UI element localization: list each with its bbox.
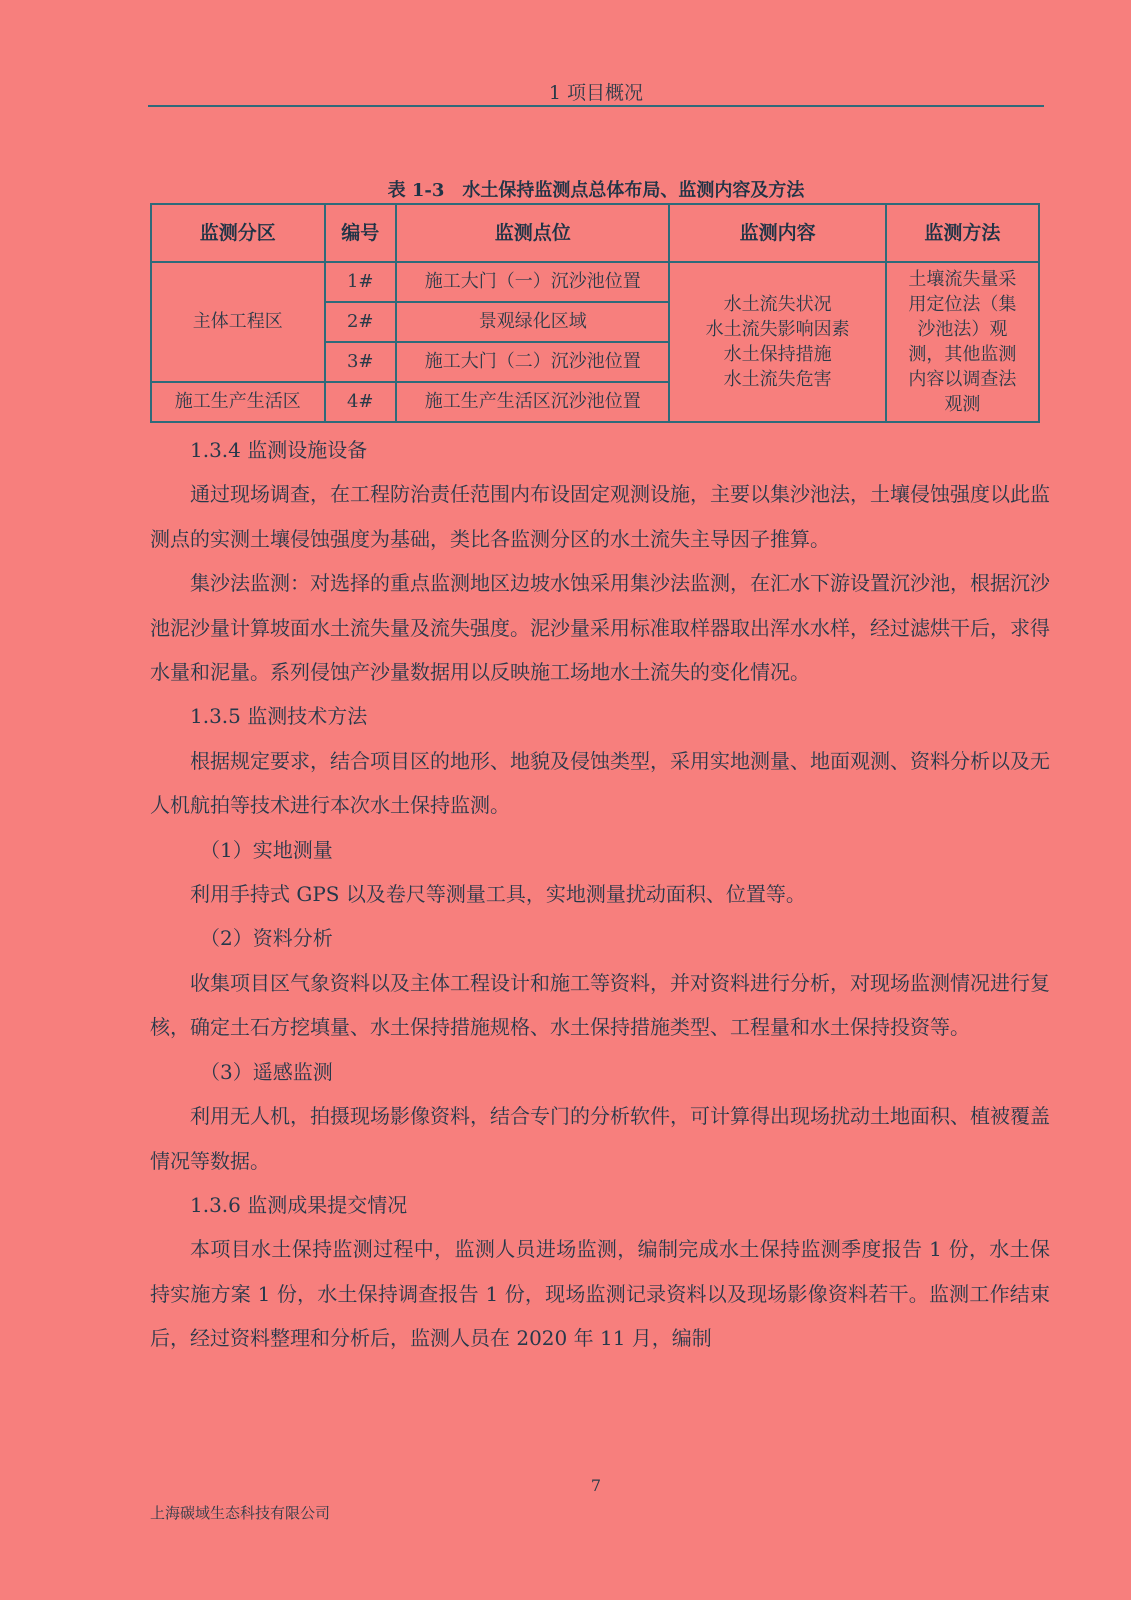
footer-company: 上海碳域生态科技有限公司 (150, 1504, 331, 1522)
page-number: 7 (590, 1476, 602, 1495)
subsection-heading: （1）实地测量 (200, 837, 333, 862)
paragraph: 收集项目区气象资料以及主体工程设计和施工等资料，并对资料进行分析，对现场监测情况进行复核，确定土石方挖填量、水土保持措施规格、水土保持措施类型、工程量和水土保持投资等。 (150, 970, 1050, 1040)
monitoring-table (150, 203, 1040, 423)
section-heading: 1.3.6 监测成果提交情况 (190, 1192, 408, 1217)
paragraph: 本项目水土保持监测过程中，监测人员进场监测，编制完成水土保持监测季度报告 1 份，水土保持实施方案 1 份，水土保持调查报告 1 份，现场监测记录资料以及现场影像资料若干。监测工作结束后，经过资料整理和分析后，监测人员在 2020 年 11 月，编制 (150, 1237, 1050, 1351)
row-location: 施工生产生活区沉沙池位置 (396, 382, 670, 422)
paragraph: 集沙法监测：对选择的重点监测地区边坡水蚀采用集沙法监测，在汇水下游设置沉沙池，根据沉沙池泥沙量计算坡面水土流失量及流失强度。泥沙量采用标准取样器取出浑水水样，经过滤烘干后，求得水量和泥量。系列侵蚀产沙量数据用以反映施工场地水土流失的变化情况。 (150, 571, 1050, 685)
row-number: 1# (325, 262, 396, 302)
row-location: 施工大门（一）沉沙池位置 (396, 262, 670, 302)
section-heading: 1.3.4 监测设施设备 (190, 438, 368, 462)
header-location: 监测点位 (396, 204, 670, 262)
row-location: 景观绿化区域 (396, 302, 670, 342)
paragraph: 利用无人机，拍摄现场影像资料，结合专门的分析软件，可计算得出现场扰动土地面积、植被覆盖情况等数据。 (150, 1104, 1050, 1173)
row-number: 3# (325, 342, 396, 382)
zone-main: 主体工程区 (151, 262, 325, 382)
page-header: 1 项目概况 (548, 82, 644, 104)
subsection-heading: （2）资料分析 (200, 926, 333, 951)
paragraph: 利用手持式 GPS 以及卷尺等测量工具，实地测量扰动面积、位置等。 (190, 882, 806, 907)
monitoring-content: 水土流失状况 水土流失影响因素 水土保持措施 水土流失危害 (669, 262, 885, 422)
table-caption: 表 1-3 水土保持监测点总体布局、监测内容及方法 (387, 180, 805, 201)
table-header-row (151, 204, 1039, 262)
header-number: 编号 (325, 204, 396, 262)
row-number: 4# (325, 382, 396, 422)
header-method: 监测方法 (886, 204, 1039, 262)
body-text (150, 428, 1050, 1361)
header-zone: 监测分区 (151, 204, 325, 262)
zone-living: 施工生产生活区 (151, 382, 325, 422)
row-location: 施工大门（二）沉沙池位置 (396, 342, 670, 382)
header-content: 监测内容 (669, 204, 885, 262)
header-divider (148, 105, 1044, 107)
paragraph: 通过现场调查，在工程防治责任范围内布设固定观测设施，主要以集沙池法，土壤侵蚀强度以此监测点的实测土壤侵蚀强度为基础，类比各监测分区的水土流失主导因子推算。 (150, 482, 1050, 551)
subsection-heading: （3）遥感监测 (200, 1059, 333, 1084)
paragraph: 根据规定要求，结合项目区的地形、地貌及侵蚀类型，采用实地测量、地面观测、资料分析以及无人机航拍等技术进行本次水土保持监测。 (150, 748, 1050, 818)
monitoring-method: 土壤流失量采 用定位法（集 沙池法）观 测，其他监测 内容以调查法 观测 (886, 262, 1039, 422)
row-number: 2# (325, 302, 396, 342)
table-row (151, 262, 1039, 302)
section-heading: 1.3.5 监测技术方法 (190, 704, 368, 729)
